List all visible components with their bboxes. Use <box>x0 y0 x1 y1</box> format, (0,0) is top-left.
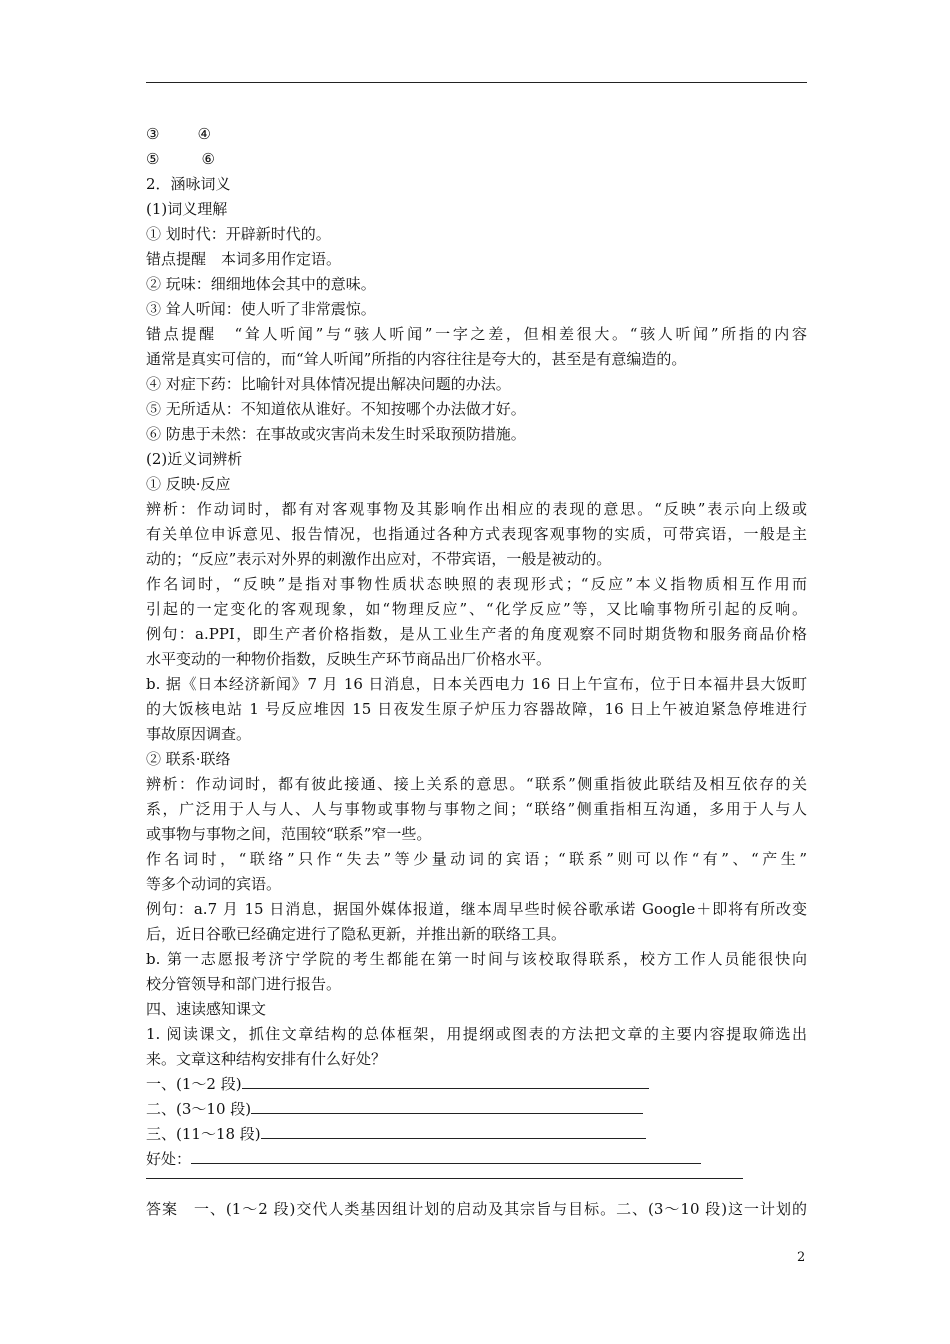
synonym-pair-title: ① 反映·反应 <box>146 475 231 493</box>
blank-marker-3: ③ <box>146 125 160 143</box>
answer-blank[interactable] <box>251 1098 643 1114</box>
answer-blank[interactable] <box>261 1123 646 1139</box>
question-line: 1. 阅读课文，抓住文章结构的总体框架，用提纲或图表的方法把文章的主要内容提取筛选出 <box>146 1025 807 1043</box>
answer-blank-row <box>146 1097 807 1122</box>
paragraph-line: 作名词时，“联络”只作“失去”等少量动词的宾语；“联系”则可以作“有”、“产生” <box>146 850 807 868</box>
subsection-title: (2)近义词辨析 <box>146 450 243 468</box>
blank-label: 一、(1～2 段) <box>146 1075 242 1093</box>
definition-item: ⑥ 防患于未然：在事故或灾害尚未发生时采取预防措施。 <box>146 425 526 443</box>
subsection-title: (1)词义理解 <box>146 200 228 218</box>
error-note-line: 错点提醒 “耸人听闻”与“骇人听闻”一字之差，但相差很大。“骇人听闻”所指的内容 <box>146 325 807 343</box>
answer-blank-full-line[interactable] <box>146 1172 807 1197</box>
circle-row-1 <box>146 122 807 147</box>
answer-blank[interactable] <box>191 1148 701 1164</box>
paragraph-line: 系，广泛用于人与人、人与事物或事物与事物之间；“联络”侧重指相互沟通，多用于人与人 <box>146 800 807 818</box>
definition-item: ④ 对症下药：比喻针对具体情况提出解决问题的办法。 <box>146 375 511 393</box>
page-number: 2 <box>797 1250 806 1265</box>
paragraph-line: 动的；“反应”表示对外界的刺激作出应对，不带宾语，一般是被动的。 <box>146 550 612 568</box>
blank-label: 三、(11～18 段) <box>146 1125 261 1143</box>
document-body <box>146 122 807 1222</box>
paragraph-line: 等多个动词的宾语。 <box>146 875 282 893</box>
definition-item: ① 划时代：开辟新时代的。 <box>146 225 331 243</box>
synonym-pair-title: ② 联系·联络 <box>146 750 231 768</box>
paragraph-line: 校分管领导和部门进行报告。 <box>146 975 342 993</box>
definition-item: ⑤ 无所适从：不知道依从谁好。不知按哪个办法做才好。 <box>146 400 526 418</box>
paragraph-line: 引起的一定变化的客观现象，如“物理反应”、“化学反应”等，又比喻事物所引起的反响。 <box>146 600 807 618</box>
definition-item: ③ 耸人听闻：使人听了非常震惊。 <box>146 300 376 318</box>
answer-blank-row <box>146 1147 807 1172</box>
blank-label: 二、(3～10 段) <box>146 1100 252 1118</box>
answer-blank-row <box>146 1122 807 1147</box>
definition-item: ② 玩味：细细地体会其中的意味。 <box>146 275 376 293</box>
circle-row-2 <box>146 147 807 172</box>
blank-marker-6: ⑥ <box>201 150 215 168</box>
header-rule <box>146 82 807 83</box>
answer-blank-row <box>146 1072 807 1097</box>
blank-marker-4: ④ <box>197 125 211 143</box>
question-line: 来。文章这种结构安排有什么好处？ <box>146 1050 387 1068</box>
paragraph-line: 作名词时，“反映”是指对事物性质状态映照的表现形式；“反应”本义指物质相互作用而 <box>146 575 807 593</box>
paragraph-line: 有关单位申诉意见、报告情况，也指通过各种方式表现客观事物的实质，可带宾语，一般是主 <box>146 525 807 543</box>
error-note-line: 通常是真实可信的，而“耸人听闻”所指的内容往往是夸大的，甚至是有意编造的。 <box>146 350 687 368</box>
paragraph-line: 的大饭核电站 1 号反应堆因 15 日夜发生原子炉压力容器故障，16 日上午被迫紧急停堆进行 <box>146 700 807 718</box>
paragraph-line: 辨析：作动词时，都有对客观事物及其影响作出相应的表现的意思。“反映”表示向上级或 <box>146 500 807 518</box>
paragraph-line: b. 据《日本经济新闻》7 月 16 日消息，日本关西电力 16 日上午宣布，位于日本福井县大饭町 <box>146 675 807 693</box>
section-title: 四、速读感知课文 <box>146 1000 267 1018</box>
answer-blank[interactable] <box>242 1073 649 1089</box>
answer-line: 答案 一、(1～2 段)交代人类基因组计划的启动及其宗旨与目标。二、(3～10 段)这一计划的 <box>146 1200 807 1218</box>
paragraph-line: 例句：a.7 月 15 日消息，据国外媒体报道，继本周早些时候谷歌承诺 Google＋即将有所改变 <box>146 900 807 918</box>
paragraph-line: 辨析：作动词时，都有彼此接通、接上关系的意思。“联系”侧重指彼此联结及相互依存的关 <box>146 775 807 793</box>
section-title: 2．涵咏词义 <box>146 175 231 193</box>
paragraph-line: 水平变动的一种物价指数，反映生产环节商品出厂价格水平。 <box>146 650 552 668</box>
paragraph-line: b. 第一志愿报考济宁学院的考生都能在第一时间与该校取得联系，校方工作人员能很快向 <box>146 950 807 968</box>
blank-label: 好处： <box>146 1150 192 1168</box>
blank-marker-5: ⑤ <box>146 150 160 168</box>
paragraph-line: 后，近日谷歌已经确定进行了隐私更新，并推出新的联络工具。 <box>146 925 567 943</box>
paragraph-line: 例句：a.PPI，即生产者价格指数，是从工业生产者的角度观察不同时期货物和服务商品价格 <box>146 625 807 643</box>
paragraph-line: 或事物与事物之间，范围较“联系”窄一些。 <box>146 825 432 843</box>
error-note: 错点提醒 本词多用作定语。 <box>146 250 342 268</box>
paragraph-line: 事故原因调查。 <box>146 725 252 743</box>
